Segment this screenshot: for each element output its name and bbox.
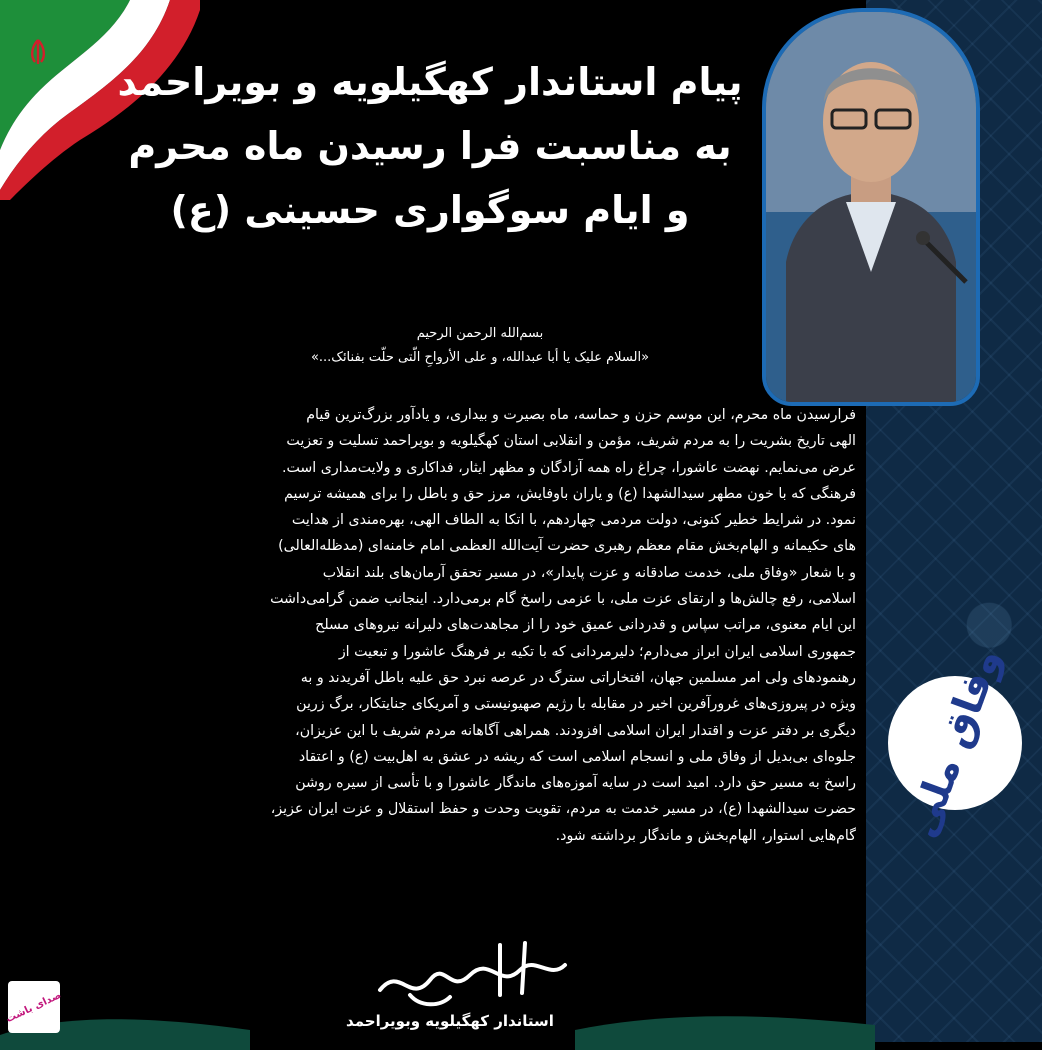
handwritten-signature bbox=[350, 935, 590, 1015]
body-line: عرض می‌نمایم. نهضت عاشورا، چراغ راه همه آزادگان و مظهر ایثار، فداکاری و ولایت‌مداری است. bbox=[281, 459, 856, 476]
body-line: اسلامی، رفع چالش‌ها و ارتقای عزت ملی، با عزمی راسخ گام برمی‌دارد. اینجانب ضمن گرامی‌داشت bbox=[270, 591, 856, 608]
opening-verses bbox=[200, 322, 760, 370]
body-line: فرارسیدن ماه محرم، این موسم حزن و حماسه، ماه بصیرت و بیداری، و یادآور بزرگ‌ترین قیام bbox=[306, 407, 856, 423]
body-line: رهنمودهای ولی امر مسلمین جهان، افتخاراتی سترگ در عرصه نبرد حق علیه باطل آفریدند و به bbox=[300, 669, 856, 686]
title-line: به مناسبت فرا رسیدن ماه محرم bbox=[128, 124, 732, 168]
body-line: جلوه‌ای بی‌بدیل از وفاق ملی و انسجام اسلامی است که ریشه در عشق به اهل‌بیت (ع) و اعتقاد bbox=[298, 748, 856, 765]
body-line: دیگری بر دفتر عزت و اقتدار ایران اسلامی افزودند. همراهی آگاهانه مردم شریف با این عزیزان، bbox=[295, 722, 856, 739]
body-line: حضرت سیدالشهدا (ع)، در مسیر خدمت به مردم، تقویت وحدت و حفظ استقلال و عزت ایران عزیز، bbox=[270, 801, 856, 818]
salutation-text: «السلام علیک یا أبا عبدالله، و علی الأرواحِ الّتی حلّت بفنائک...» bbox=[310, 350, 650, 365]
agency-logo-text: صدای باشت bbox=[4, 989, 64, 1025]
body-line: جمهوری اسلامی ایران ابراز می‌دارم؛ دلیرمردانی که با تکیه بر فرهنگ عاشورا و تبعیت از bbox=[338, 643, 856, 660]
title-line: پیام استاندار کهگیلویه و بویراحمد bbox=[117, 60, 743, 104]
vefagh-melli-logo bbox=[888, 642, 1022, 844]
message-body bbox=[36, 402, 856, 849]
body-line: نمود. در شرایط خطیر کنونی، دولت مردمی چهاردهم، با اتکا به الطاف الهی، بهره‌مندی از هدایت bbox=[291, 512, 856, 529]
body-line: این ایام معنوی، مراتب سپاس و قدردانی عمیق خود را از مجاهدت‌های دلیرانه نیروهای مسلح bbox=[315, 617, 856, 634]
body-line: های حکیمانه و الهام‌بخش مقام معظم رهبری حضرت آیت‌الله العظمی امام خامنه‌ای (مدظله‌العالی) bbox=[278, 538, 856, 555]
body-line: ویژه در پیروزی‌های غرورآفرین اخیر در مقابله با رژیم صهیونیستی و آمریکای جنایتکار، برگ زرین bbox=[296, 696, 856, 713]
bismillah-text: بسم‌الله الرحمن الرحیم bbox=[416, 326, 544, 341]
governor-photo bbox=[762, 8, 980, 406]
body-line: راسخ به مسیر حق دارد. امید است در سایه آموزه‌های ماندگار عاشورا و با تأسی از سیره روشن bbox=[295, 775, 856, 792]
title-line: و ایام سوگواری حسینی (ع) bbox=[170, 188, 690, 232]
decorative-wave bbox=[575, 1010, 875, 1050]
logo-text: وفاق ملی bbox=[899, 642, 1011, 844]
body-line: و با شعار «وفاق ملی، خدمت صادقانه و عزت پایدار»، در مسیر تحقق آرمان‌های بلند انقلاب bbox=[322, 564, 856, 581]
signer-role: استاندار کهگیلویه وبویراحمد bbox=[346, 1012, 554, 1030]
body-line: فرهنگی که با خون مطهر سیدالشهدا (ع) و یاران باوفایش، مرز حق و باطل را برای همیشه ترسیم bbox=[284, 485, 856, 502]
body-line: الهی تاریخ بشریت را به مردم شریف، مؤمن و انقلابی استان کهگیلویه و بویراحمد تسلیت و تعزیت bbox=[286, 433, 856, 450]
page-title bbox=[90, 50, 770, 242]
news-agency-logo bbox=[4, 981, 64, 1033]
body-line: گام‌هایی استوار، الهام‌بخش و ماندگار برداشته شود. bbox=[555, 827, 856, 844]
